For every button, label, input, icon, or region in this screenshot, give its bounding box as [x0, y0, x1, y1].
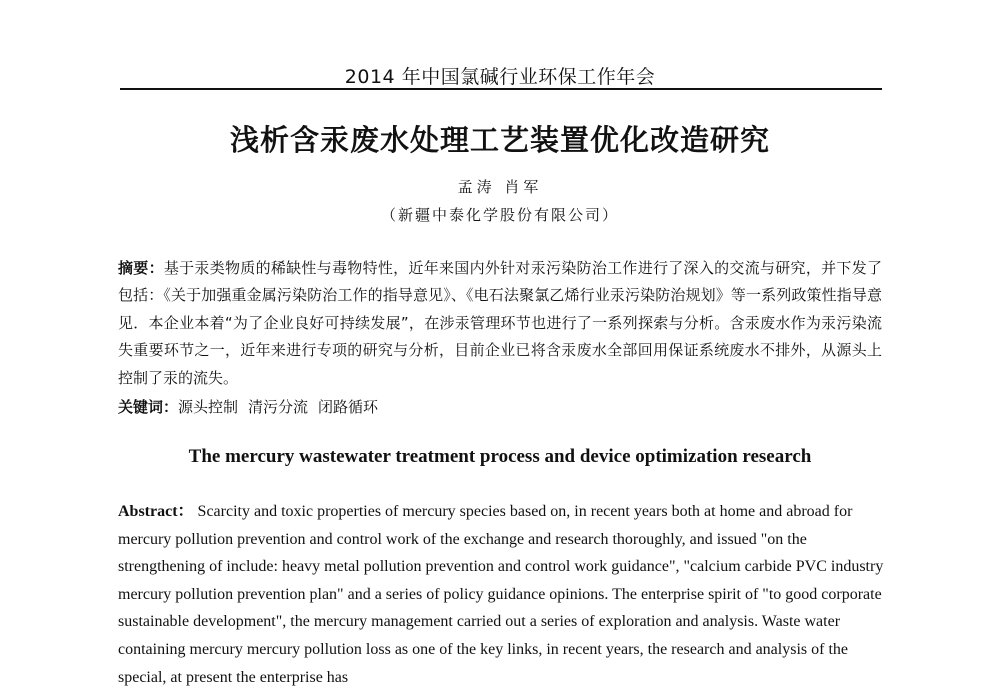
chinese-abstract-text: 基于汞类物质的稀缺性与毒物特性，近年来国内外针对汞污染防治工作进行了深入的交流与研究，并下发了包括：《关于加强重金属污染防治工作的指导意见》、《电石法聚氯乙烯行业汞污染防治规划》等一系列政策性指导意见．本企业本着“为了企业良好可持续发展”，在涉汞管理环节也进行了一系列探索与分析。含汞废水作为汞污染流失重要环节之一，近年来进行专项的研究与分析，目前企业已将含汞废水全部回用保证系统废水不排外，从源头上控制了汞的流失。 — [118, 259, 882, 387]
keyword-item: 清污分流 — [248, 398, 309, 416]
english-abstract — [118, 498, 888, 691]
keywords-label: 关键词： — [118, 398, 179, 416]
chinese-abstract-label: 摘要： — [118, 259, 164, 277]
english-title: The mercury wastewater treatment process and device optimization research — [188, 446, 812, 467]
authors: 孟涛 肖军 — [457, 178, 543, 196]
english-abstract-text: Scarcity and toxic properties of mercury species based on, in recent years both at home and abroad for mercury pollution prevention and control work of the exchange and research thoroughly, and issued "on the strengthening of include: heavy metal pollution prevention and control work guidance", "calcium carbide PVC industry mercury pollution prevention plan" and a series of policy guidance opinions. The enterprise spirit of "to good corporate sustainable development", the mercury management carried out a series of exploration and analysis. Waste water containing mercury mercury pollution loss as one of the key links, in recent years, the research and analysis of the special, at present the enterprise has — [118, 503, 884, 686]
header-rule — [120, 88, 882, 90]
affiliation: （新疆中泰化学股份有限公司） — [380, 206, 619, 224]
chinese-abstract — [118, 255, 882, 392]
paper-title: 浅析含汞废水处理工艺装置优化改造研究 — [229, 123, 770, 157]
running-header: 2014 年中国氯碱行业环保工作年会 — [344, 66, 656, 88]
keyword-item: 源头控制 — [178, 398, 239, 416]
english-abstract-label: Abstract： — [118, 503, 194, 520]
keyword-item: 闭路循环 — [318, 398, 379, 416]
chinese-keywords — [118, 396, 882, 417]
